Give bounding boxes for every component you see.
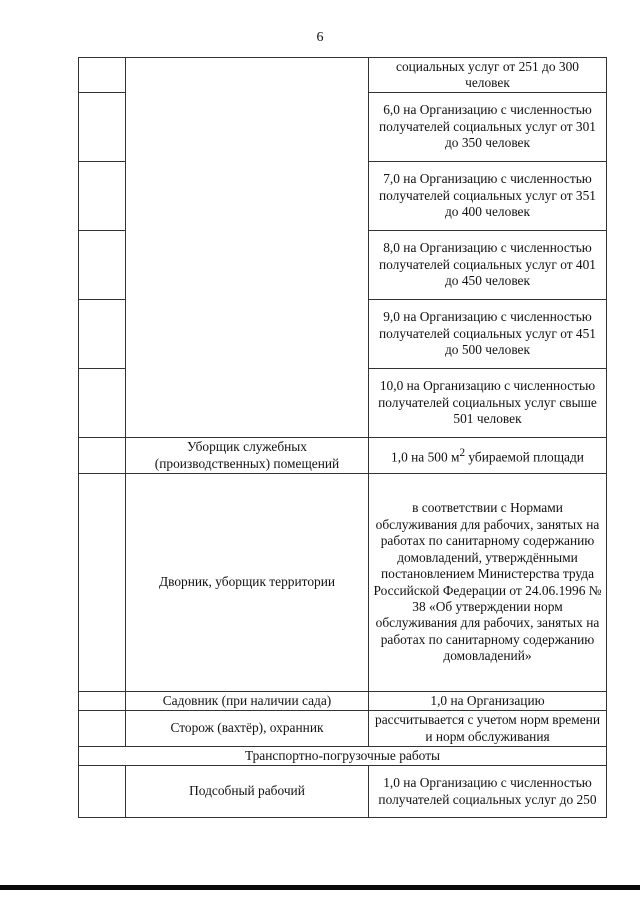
position-cell: Садовник (при наличии сада) [126,692,369,711]
number-cell [79,162,126,231]
number-cell [79,438,126,474]
norm-cell: 1,0 на Организацию с численностью получателей социальных услуг до 250 [369,766,607,818]
table-row [79,438,607,474]
scan-bottom-edge [0,885,640,890]
norm-cell: 7,0 на Организацию с численностью получателей социальных услуг от 351 до 400 человек [369,162,607,231]
table-row [79,766,607,818]
norm-cell: в соответствии с Нормами обслуживания для рабочих, занятых на работах по санитарному содержанию домовладений, утверждёнными постановлением Министерства труда Российской Федерации от 24.06.1996 № 38 «Об утверждении норм обслуживания для рабочих, занятых на работах по санитарному содержанию домовладений» [369,474,607,692]
norm-cell: 9,0 на Организацию с численностью получателей социальных услуг от 451 до 500 человек [369,300,607,369]
position-cell: Дворник, уборщик территории [126,474,369,692]
section-heading: Транспортно-погрузочные работы [79,747,607,766]
table-row [79,474,607,692]
norm-text: 1,0 на 500 м [391,449,460,465]
table-row [79,692,607,711]
norm-superscript: 2 [459,447,466,460]
number-cell [79,231,126,300]
number-cell [79,766,126,818]
number-cell [79,300,126,369]
number-cell [79,711,126,747]
norm-cell [369,438,607,474]
norm-text: убираемой площади [465,449,584,465]
number-cell [79,58,126,93]
position-cell: Сторож (вахтёр), охранник [126,711,369,747]
section-row [79,747,607,766]
norm-cell: рассчитывается с учетом норм времени и норм обслуживания [369,711,607,747]
table-row [79,711,607,747]
norm-cell: 8,0 на Организацию с численностью получателей социальных услуг от 401 до 450 человек [369,231,607,300]
staffing-norms-table [78,57,607,818]
page-number: 6 [316,30,324,45]
number-cell [79,369,126,438]
norm-cell: 6,0 на Организацию с численностью получателей социальных услуг от 301 до 350 человек [369,93,607,162]
number-cell [79,692,126,711]
table-row [79,58,607,93]
position-cell [126,58,369,438]
norm-cell: социальных услуг от 251 до 300 человек [369,58,607,93]
position-cell: Подсобный рабочий [126,766,369,818]
position-cell: Уборщик служебных (производственных) помещений [126,438,369,474]
number-cell [79,93,126,162]
number-cell [79,474,126,692]
norm-cell: 1,0 на Организацию [369,692,607,711]
norm-cell: 10,0 на Организацию с численностью получателей социальных услуг свыше 501 человек [369,369,607,438]
